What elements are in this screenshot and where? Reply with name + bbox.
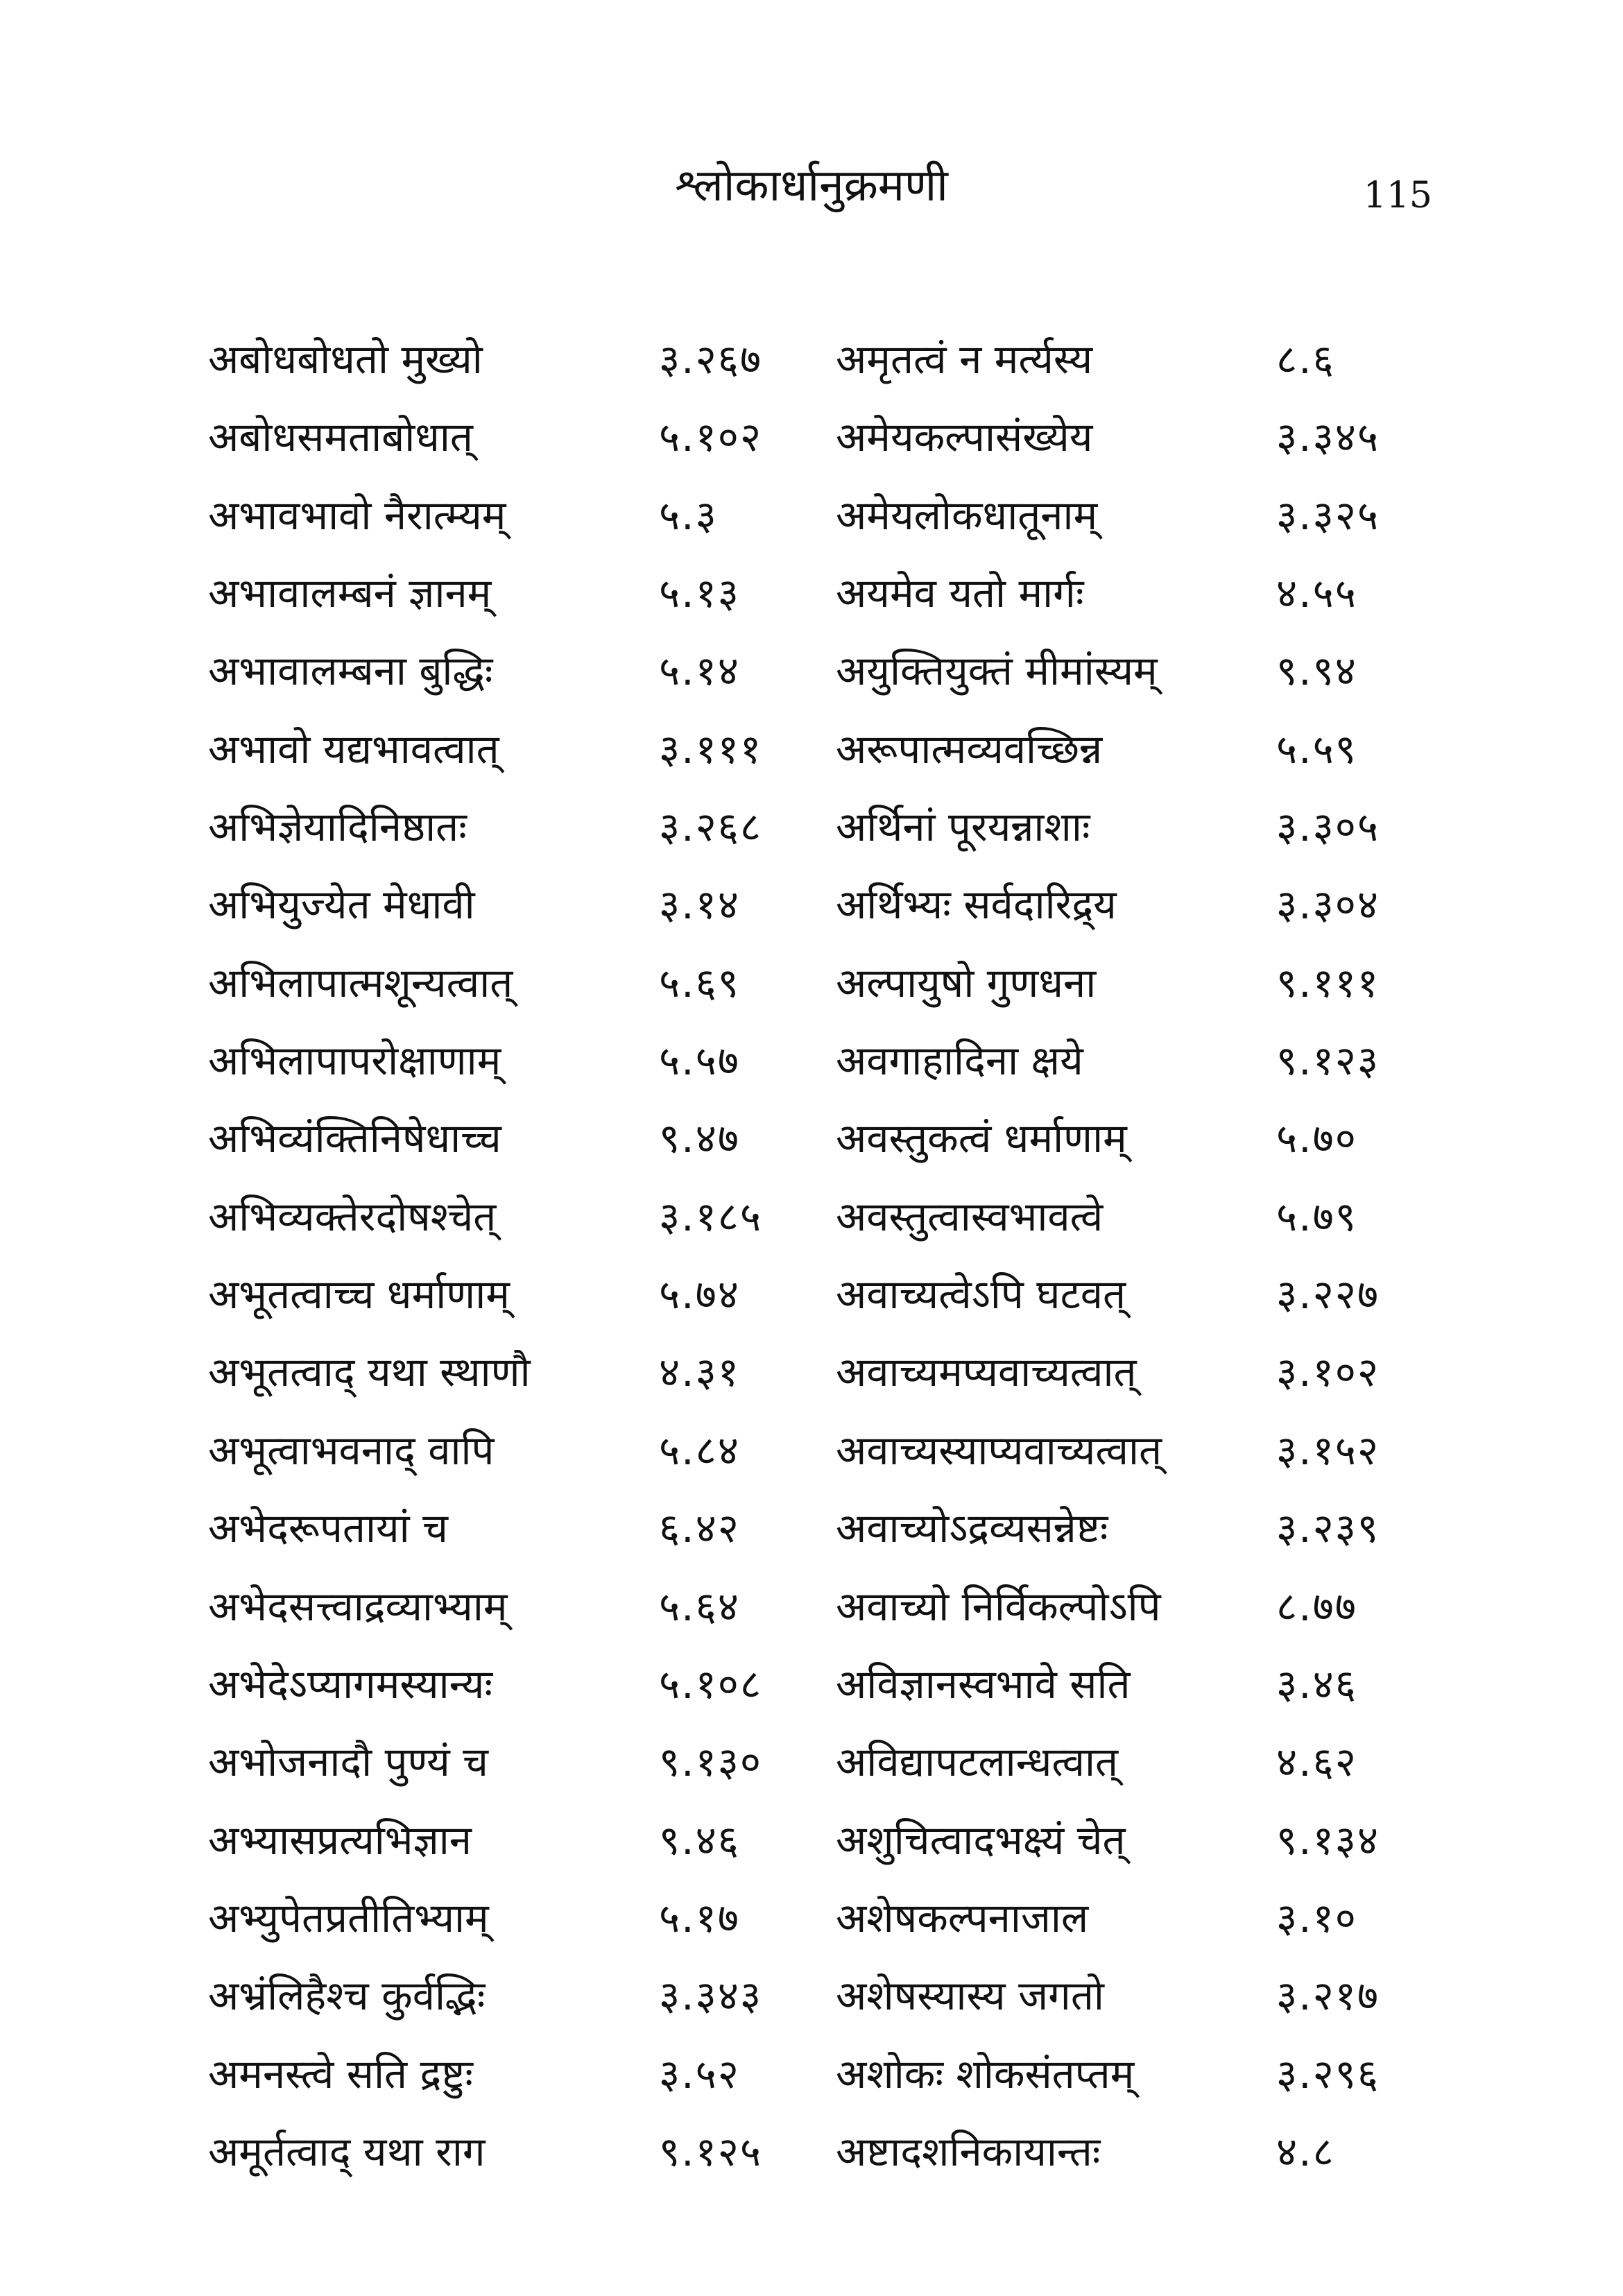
verse-ref-left: ३.३४३	[659, 1972, 763, 2020]
verse-ref-right: ३.३०५	[1276, 803, 1380, 851]
index-row	[208, 1027, 1457, 1094]
verse-ref-left: ९.१२५	[659, 2127, 763, 2175]
verse-half-left: अभूतत्वाद् यथा स्थाणौ	[208, 1348, 531, 1396]
verse-half-right: अवाच्यस्याप्यवाच्यत्वात्	[836, 1426, 1162, 1474]
verse-half-left: अभावालम्बना बुद्धिः	[208, 647, 493, 695]
verse-ref-right: ३.१५२	[1276, 1426, 1380, 1474]
verse-ref-left: ३.१८५	[659, 1192, 763, 1240]
verse-ref-left: ५.१४	[659, 647, 740, 695]
verse-ref-left: ५.१३	[659, 569, 740, 617]
verse-half-left: अभिलापापरोक्षाणाम्	[208, 1037, 501, 1085]
verse-half-right: अमेयकल्पासंख्येय	[836, 413, 1093, 461]
verse-half-right: अवाच्यो निर्विकल्पोऽपि	[836, 1582, 1161, 1630]
index-row	[208, 1495, 1457, 1561]
verse-ref-right: ५.७९	[1276, 1192, 1357, 1240]
verse-half-right: अष्टादशनिकायान्तः	[836, 2127, 1101, 2175]
index-row	[208, 1962, 1457, 2029]
verse-half-left: अभिज्ञेयादिनिष्ठातः	[208, 803, 467, 851]
verse-half-right: अमृतत्वं न मर्त्यस्य	[836, 336, 1093, 383]
index-row	[208, 2118, 1457, 2185]
verse-ref-right: ८.७७	[1276, 1582, 1357, 1630]
verse-half-right: अवाच्यत्वेऽपि घटवत्	[836, 1271, 1126, 1319]
index-row	[208, 1183, 1457, 1250]
verse-half-right: अयुक्तियुक्तं मीमांस्यम्	[836, 647, 1158, 695]
verse-half-left: अभेदसत्त्वाद्रव्याभ्याम्	[208, 1582, 508, 1630]
verse-half-right: अशेषस्यास्य जगतो	[836, 1972, 1104, 2020]
index-row	[208, 2041, 1457, 2107]
verse-ref-left: ९.४७	[659, 1115, 740, 1163]
verse-ref-left: ५.७४	[659, 1271, 740, 1319]
verse-ref-right: ८.६	[1276, 336, 1335, 383]
verse-half-left: अभ्युपेतप्रतीतिभ्याम्	[208, 1894, 489, 1942]
verse-ref-right: ९.९४	[1276, 647, 1357, 695]
index-row	[208, 950, 1457, 1016]
verse-ref-right: ४.५५	[1276, 569, 1357, 617]
verse-ref-left: ५.८४	[659, 1426, 740, 1474]
verse-ref-left: ४.३१	[659, 1348, 740, 1396]
verse-ref-left: ५.१०२	[659, 413, 763, 461]
verse-half-right: अमेयलोकधातूनाम्	[836, 491, 1098, 539]
verse-ref-left: ५.१०८	[659, 1660, 763, 1708]
verse-half-right: अविद्यापटलान्धत्वात्	[836, 1738, 1119, 1786]
index-row	[208, 716, 1457, 782]
verse-ref-left: ५.१७	[659, 1894, 740, 1942]
verse-half-left: अभिव्यक्तेरदोषश्चेत्	[208, 1192, 497, 1240]
verse-half-left: अमूर्तत्वाद् यथा राग	[208, 2127, 486, 2175]
verse-ref-left: ३.१४	[659, 881, 740, 929]
verse-ref-left: ६.४२	[659, 1505, 740, 1552]
verse-index-table	[208, 326, 1457, 2185]
verse-half-left: अभ्यासप्रत्यभिज्ञान	[208, 1816, 472, 1864]
verse-half-right: अर्थिभ्यः सर्वदारिद्र्य	[836, 881, 1117, 929]
index-row	[208, 560, 1457, 626]
verse-half-right: अवाच्योऽद्रव्यसन्नेष्टः	[836, 1505, 1108, 1552]
verse-ref-left: ५.५७	[659, 1037, 740, 1085]
verse-ref-right: ३.२१७	[1276, 1972, 1380, 2020]
index-row	[208, 637, 1457, 704]
verse-ref-left: ९.१३०	[659, 1738, 763, 1786]
verse-ref-right: ९.१११	[1276, 959, 1380, 1006]
verse-ref-right: ५.५९	[1276, 725, 1357, 773]
verse-half-left: अभूत्वाभवनाद् वापि	[208, 1426, 495, 1474]
verse-ref-left: ५.३	[659, 491, 718, 539]
verse-half-left: अभावभावो नैरात्म्यम्	[208, 491, 506, 539]
verse-ref-right: ४.८	[1276, 2127, 1335, 2175]
index-row	[208, 794, 1457, 860]
verse-ref-right: ५.७०	[1276, 1115, 1357, 1163]
verse-ref-right: ९.१३४	[1276, 1816, 1380, 1864]
verse-half-right: अशोकः शोकसंतप्तम्	[836, 2050, 1135, 2098]
verse-half-left: अभावो यद्यभावत्वात्	[208, 725, 499, 773]
verse-ref-left: ५.६९	[659, 959, 740, 1006]
verse-ref-right: ३.१०	[1276, 1894, 1357, 1942]
verse-half-right: अवाच्यमप्यवाच्यत्वात्	[836, 1348, 1137, 1396]
index-row	[208, 1339, 1457, 1405]
index-row	[208, 1885, 1457, 1951]
verse-half-right: अयमेव यतो मार्गः	[836, 569, 1084, 617]
verse-half-right: अशेषकल्पनाजाल	[836, 1894, 1089, 1942]
verse-half-right: अवस्तुकत्वं धर्माणाम्	[836, 1115, 1127, 1163]
verse-ref-left: ३.५२	[659, 2050, 740, 2098]
verse-ref-right: ३.४६	[1276, 1660, 1357, 1708]
verse-ref-left: ३.१११	[659, 725, 763, 773]
verse-half-left: अभेदरूपतायां च	[208, 1505, 448, 1552]
index-row	[208, 1417, 1457, 1484]
index-row	[208, 1729, 1457, 1795]
verse-half-right: अवगाहादिना क्षये	[836, 1037, 1083, 1085]
running-title: श्लोकार्धानुक्रमणी	[675, 160, 948, 212]
verse-half-right: अवस्तुत्वास्वभावत्वे	[836, 1192, 1104, 1240]
verse-half-left: अबोधसमताबोधात्	[208, 413, 473, 461]
verse-half-right: अल्पायुषो गुणधना	[836, 959, 1097, 1006]
verse-ref-right: ३.३०४	[1276, 881, 1380, 929]
index-row	[208, 1261, 1457, 1328]
verse-ref-right: ३.२२७	[1276, 1271, 1380, 1319]
verse-ref-right: ९.१२३	[1276, 1037, 1380, 1085]
verse-half-left: अभ्रंलिहैश्च कुर्वद्भिः	[208, 1972, 486, 2020]
verse-ref-left: ९.४६	[659, 1816, 740, 1864]
verse-ref-right: ३.२९६	[1276, 2050, 1380, 2098]
verse-ref-right: ३.३४५	[1276, 413, 1380, 461]
verse-half-left: अभूतत्वाच्च धर्माणाम्	[208, 1271, 510, 1319]
verse-half-left: अभावालम्बनं ज्ञानम्	[208, 569, 492, 617]
verse-half-right: अशुचित्वादभक्ष्यं चेत्	[836, 1816, 1126, 1864]
verse-ref-left: ३.२६८	[659, 803, 763, 851]
verse-ref-left: ३.२६७	[659, 336, 763, 383]
verse-half-left: अभोजनादौ पुण्यं च	[208, 1738, 489, 1786]
verse-half-right: अविज्ञानस्वभावे सति	[836, 1660, 1131, 1708]
index-row	[208, 1105, 1457, 1172]
index-row	[208, 1651, 1457, 1717]
page-number: 115	[1363, 175, 1432, 216]
verse-half-left: अभिव्यंक्तिनिषेधाच्च	[208, 1115, 501, 1163]
verse-half-right: अर्थिनां पूरयन्नाशाः	[836, 803, 1090, 851]
verse-half-right: अरूपात्मव्यवच्छिन्न	[836, 725, 1103, 773]
verse-ref-right: ३.२३९	[1276, 1505, 1380, 1552]
index-row	[208, 404, 1457, 470]
verse-half-left: अबोधबोधतो मुख्यो	[208, 336, 483, 383]
verse-ref-right: ४.६२	[1276, 1738, 1357, 1786]
index-row	[208, 326, 1457, 393]
verse-ref-right: ३.१०२	[1276, 1348, 1380, 1396]
verse-half-left: अभेदेऽप्यागमस्यान्यः	[208, 1660, 493, 1708]
verse-half-left: अमनस्त्वे सति द्रष्टुः	[208, 2050, 473, 2098]
verse-ref-right: ३.३२५	[1276, 491, 1380, 539]
index-row	[208, 1573, 1457, 1640]
verse-half-left: अभियुज्येत मेधावी	[208, 881, 475, 929]
index-row	[208, 482, 1457, 549]
verse-ref-left: ५.६४	[659, 1582, 740, 1630]
index-row	[208, 1807, 1457, 1874]
index-row	[208, 871, 1457, 938]
verse-half-left: अभिलापात्मशून्यत्वात्	[208, 959, 513, 1006]
